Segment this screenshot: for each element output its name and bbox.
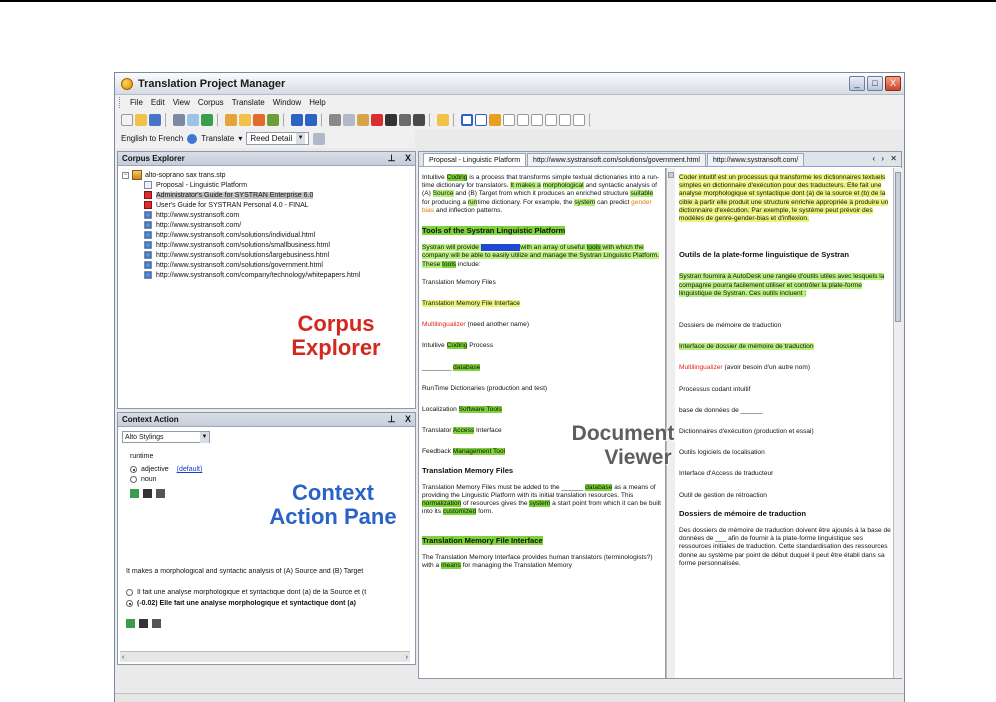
cut-icon[interactable] xyxy=(329,114,341,126)
tree-item[interactable] xyxy=(122,240,411,250)
chevron-down-icon: ▼ xyxy=(200,432,209,443)
pdf-icon xyxy=(144,201,152,209)
menu-help[interactable]: Help xyxy=(309,98,326,107)
web-page-icon xyxy=(144,271,152,279)
translation-choice-label: (-0.02) Elle fait une analyse morphologique et syntactique dont (a) xyxy=(137,600,356,607)
tree-item-label: User's Guide for SYSTRAN Personal 4.0 - FINAL xyxy=(156,201,309,209)
title-bar[interactable] xyxy=(115,73,904,95)
pdf-icon xyxy=(144,191,152,199)
tree-item[interactable] xyxy=(122,260,411,270)
web-page-icon xyxy=(144,211,152,219)
tree-item-label: http://www.systransoft.com xyxy=(156,211,240,219)
tree-item-label: http://www.systransoft.com/solutions/individual.html xyxy=(156,231,316,239)
fr-list-item: Outil de gestion de rétroaction xyxy=(679,491,767,499)
zoom-icon[interactable] xyxy=(152,619,161,628)
en-list-item: Feedback Management Tool xyxy=(422,448,506,456)
en-list-item: RunTime Dictionaries (production and test) xyxy=(422,384,548,392)
french-document[interactable] xyxy=(676,168,896,678)
document-viewer-pane xyxy=(418,151,902,679)
view-5-icon[interactable] xyxy=(559,114,571,126)
translation-choice-2[interactable] xyxy=(126,600,413,607)
tab-systransoft[interactable]: http://www.systransoft.com/ xyxy=(707,153,804,166)
language-pair[interactable]: English to French xyxy=(121,134,184,143)
tree-item[interactable] xyxy=(122,250,411,260)
menu-file[interactable]: File xyxy=(130,98,143,107)
corpus-explorer-pane xyxy=(117,151,416,409)
selected-word: runtime xyxy=(130,453,154,460)
en-list-item: Localization Software Tools xyxy=(422,406,502,414)
binoculars-icon[interactable] xyxy=(139,619,148,628)
toolbar-separator xyxy=(429,113,433,127)
status-bar xyxy=(115,693,904,702)
radio-adjective[interactable] xyxy=(130,466,411,473)
fr-list-item: Outils logiciels de localisation xyxy=(679,449,765,457)
context-action-title: Context Action xyxy=(122,415,179,424)
project-icon xyxy=(132,170,142,180)
fr-list-item: Dossiers de mémoire de traduction xyxy=(679,322,782,330)
en-list-item: Multilingualizer (need another name) xyxy=(422,321,530,329)
mode-select-value: Reed Detail xyxy=(250,134,293,143)
maximize-button[interactable]: □ xyxy=(867,76,883,91)
menu-edit[interactable]: Edit xyxy=(150,98,165,107)
corpus-tree xyxy=(118,166,415,284)
paste-icon[interactable] xyxy=(357,114,369,126)
collapse-icon[interactable]: − xyxy=(123,171,128,178)
save-icon[interactable] xyxy=(149,114,161,126)
style-select-value: Alto Stylings xyxy=(125,433,164,441)
open-folder-icon[interactable] xyxy=(135,114,147,126)
context-action-pane xyxy=(117,412,416,665)
fr-list-item: Multilingualizer (avoir besoin d'un autre nom) xyxy=(679,364,811,372)
tree-item-selected[interactable] xyxy=(122,190,411,200)
view-3-icon[interactable] xyxy=(531,114,543,126)
default-link[interactable]: (default) xyxy=(176,466,203,473)
pin-icon[interactable]: ⊥ xyxy=(387,153,396,163)
context-action-header xyxy=(118,413,415,427)
view-2-icon[interactable] xyxy=(517,114,529,126)
export-icon[interactable] xyxy=(253,114,265,126)
tree-item-label: Administrator's Guide for SYSTRAN Enterprise 6.0 xyxy=(156,191,314,199)
radio-label: noun xyxy=(141,476,157,483)
replace-icon[interactable] xyxy=(399,114,411,126)
tree-item-label: http://www.systransoft.com/company/technology/whitepapers.html xyxy=(156,271,361,279)
web-page-icon xyxy=(144,261,152,269)
en-paragraph-3: Translation Memory Files must be added to the ______ database as a means of providing the Linguistic Platform with its initial translation resources. This normalization of resources gives the system a start point from which it can be built into its customized form. xyxy=(422,483,661,516)
radio-dot[interactable] xyxy=(130,466,137,473)
tree-item[interactable] xyxy=(122,200,411,210)
en-list-item: ________ database xyxy=(422,363,481,371)
toolbar-separator xyxy=(589,113,593,127)
web-page-icon xyxy=(144,221,152,229)
en-heading-tools: Tools of the Systran Linguistic Platform xyxy=(422,226,566,236)
layout-split-icon[interactable] xyxy=(461,114,473,126)
pin-icon[interactable]: ⊥ xyxy=(387,414,396,424)
tree-item[interactable] xyxy=(122,270,411,280)
app-icon xyxy=(121,78,133,90)
menu-bar xyxy=(115,95,904,110)
close-tab-icon[interactable]: ✕ xyxy=(890,154,897,163)
radio-dot[interactable] xyxy=(130,476,137,483)
copy-icon[interactable] xyxy=(343,114,355,126)
callout-line: Corpus xyxy=(297,311,375,336)
radio-label: adjective xyxy=(141,466,169,473)
spellcheck-icon[interactable] xyxy=(201,114,213,126)
top-rule xyxy=(0,0,996,2)
tree-item[interactable] xyxy=(122,220,411,230)
en-list-item: Translator Access Interface xyxy=(422,427,502,435)
settings-icon[interactable] xyxy=(313,133,325,145)
en-heading-tm-files: Translation Memory Files xyxy=(422,465,514,475)
menu-translate[interactable]: Translate xyxy=(231,98,265,107)
en-list-item: Translation Memory File Interface xyxy=(422,300,520,308)
horizontal-scrollbar[interactable] xyxy=(120,651,410,662)
filter-icon[interactable] xyxy=(489,114,501,126)
translate-toolbar xyxy=(115,129,415,148)
close-button[interactable]: X xyxy=(885,76,901,91)
tree-item[interactable] xyxy=(122,210,411,220)
radio-dot[interactable] xyxy=(126,589,133,596)
en-list-item: Translation Memory Files xyxy=(422,278,496,286)
callout-line: Document xyxy=(571,422,675,445)
translate-icon xyxy=(187,134,197,144)
callout-line: Context xyxy=(292,480,374,505)
toolbar-separator xyxy=(165,113,169,127)
source-sentence: It makes a morphological and syntactic analysis of (A) Source and (B) Target xyxy=(126,568,364,575)
en-paragraph-4: The Translation Memory Interface provides human translators (terminologists?) with a means for managing the Translation Memory xyxy=(422,553,653,570)
fr-list-item: Interface de dossier de mémoire de traduction xyxy=(679,343,814,351)
corpus-explorer-title: Corpus Explorer xyxy=(122,154,185,163)
fr-paragraph-3: Des dossiers de mémoire de traduction doivent être ajoutés à la base de données de ___ afin de fournir à la plate-forme linguistique ses ressources initiales de traduction. Cette standardisation des ressources donne au système par point de début duquel il peut être établi dans sa forme personnalisée. xyxy=(679,527,891,567)
tree-root[interactable] xyxy=(122,170,411,180)
context-action-callout xyxy=(258,481,408,529)
document-tabs xyxy=(419,152,901,167)
tree-item-label: http://www.systransoft.com/ xyxy=(156,221,242,229)
tree-item-label: http://www.systransoft.com/solutions/government.html xyxy=(156,261,323,269)
fr-heading-tools: Outils de la plate-forme linguistique de Systran xyxy=(679,250,850,260)
zoom-icon[interactable] xyxy=(413,114,425,126)
en-paragraph-1: Intuitive Coding is a process that transforms simple textual dictionaries into a run-time dictionary for translators. It makes a morphological and syntactic analysis of (A) Source and (B) Target from which it produces an enriched structure suitable for producing a runtime dictionary. For example, the system can predict gender bias and inflection patterns. xyxy=(422,174,660,214)
radio-dot[interactable] xyxy=(126,600,133,607)
view-6-icon[interactable] xyxy=(573,114,585,126)
fr-paragraph-1: Coder intuitif est un processus qui transforme les dictionnaires textuels simples en dictionnaire d'exécution pour des traducteurs. Elle fait une analyse morphologique et syntactique dont (a) de la source et (b) de la cible à partir elle produit une structure enrichie appropriée à produire un dictionnaire d'exécution. Par exemple, le système peut prévoir des modèles de genre-gender-bias et d'inflexion. xyxy=(679,174,889,223)
toolbar-separator xyxy=(453,113,457,127)
tree-item-label: http://www.systransoft.com/solutions/largebusiness.html xyxy=(156,251,330,259)
document-viewer-callout xyxy=(553,422,693,470)
undo-icon[interactable] xyxy=(291,114,303,126)
chevron-down-icon: ▼ xyxy=(296,133,305,144)
mode-select[interactable] xyxy=(246,132,309,145)
toolbar-separator xyxy=(283,113,287,127)
preview-icon[interactable] xyxy=(187,114,199,126)
main-toolbar xyxy=(115,110,904,129)
tab-proposal[interactable]: Proposal - Linguistic Platform xyxy=(423,153,526,166)
callout-line: Explorer xyxy=(291,335,381,360)
pane-close-icon[interactable]: X xyxy=(404,153,411,163)
callout-line: Viewer xyxy=(604,446,672,469)
translation-choice-label: Il fait une analyse morphologique et syntactique dont (a) de la Source et (t xyxy=(137,589,367,596)
translation-choice-1[interactable] xyxy=(126,589,413,596)
toolbar-separator xyxy=(217,113,221,127)
minimize-button[interactable]: _ xyxy=(849,76,865,91)
find-icon[interactable] xyxy=(385,114,397,126)
en-list-item: Intuitive Coding Process xyxy=(422,342,494,350)
layout-tile-icon[interactable] xyxy=(475,114,487,126)
menu-view[interactable]: View xyxy=(172,98,190,107)
fr-paragraph-2: Systran fournira à AutoDesk une rangée d'outils utiles avec lesquels la compagnie pourra facilement utiliser et contrôler la plate-forme linguistique de Systran. Ces outils incluent : xyxy=(679,273,885,297)
french-scrollbar[interactable] xyxy=(893,168,902,678)
web-page-icon xyxy=(144,251,152,259)
folder-icon[interactable] xyxy=(239,114,251,126)
zoom-icon[interactable] xyxy=(156,489,165,498)
tree-icon[interactable] xyxy=(126,619,135,628)
app-window xyxy=(114,72,905,702)
import-icon[interactable] xyxy=(225,114,237,126)
pane-close-icon[interactable]: X xyxy=(404,414,411,424)
print-icon[interactable] xyxy=(173,114,185,126)
scroll-left-icon[interactable]: ‹ xyxy=(122,653,125,661)
redo-icon[interactable] xyxy=(305,114,317,126)
fr-list xyxy=(679,322,892,500)
fr-list-item: base de données de ______ xyxy=(679,406,763,414)
menu-grip xyxy=(119,97,122,108)
style-select[interactable] xyxy=(122,431,210,443)
scroll-up-icon[interactable] xyxy=(668,172,674,178)
binoculars-icon[interactable] xyxy=(143,489,152,498)
document-icon xyxy=(144,181,152,189)
scroll-right-icon[interactable]: › xyxy=(405,653,408,661)
refresh-icon[interactable] xyxy=(267,114,279,126)
french-scroll-thumb[interactable] xyxy=(895,172,901,322)
corpus-explorer-header xyxy=(118,152,415,166)
lock-icon[interactable] xyxy=(437,114,449,126)
tab-government[interactable]: http://www.systransoft.com/solutions/government.html xyxy=(527,153,706,166)
new-document-icon[interactable] xyxy=(121,114,133,126)
tree-item[interactable] xyxy=(122,180,411,190)
tab-scroll-right-icon[interactable]: › xyxy=(881,154,885,163)
tab-scroll-left-icon[interactable]: ‹ xyxy=(872,154,876,163)
tree-icon[interactable] xyxy=(130,489,139,498)
toolbar-separator xyxy=(321,113,325,127)
tree-item[interactable] xyxy=(122,230,411,240)
fr-list-item: Dictionnaires d'exécution (production et essai) xyxy=(679,428,814,436)
corpus-explorer-callout xyxy=(276,312,396,360)
view-1-icon[interactable] xyxy=(503,114,515,126)
menu-corpus[interactable]: Corpus xyxy=(197,98,224,107)
tree-root-label: alto-soprano sax trans.stp xyxy=(145,171,226,179)
tree-item-label: Proposal - Linguistic Platform xyxy=(156,181,248,189)
en-heading-tm-interface: Translation Memory File Interface xyxy=(422,535,543,545)
view-4-icon[interactable] xyxy=(545,114,557,126)
callout-line: Action Pane xyxy=(269,504,397,529)
web-page-icon xyxy=(144,231,152,239)
web-page-icon xyxy=(144,241,152,249)
en-paragraph-2: Systran will provide XXXXXXXXXwith an array of useful tools with which the company will be able to easily utilize and manage the Systran Linguistic Platform. These tools include: xyxy=(422,244,660,268)
window-title: Translation Project Manager xyxy=(138,77,286,90)
translate-dropdown-arrow[interactable]: ▾ xyxy=(238,134,243,143)
fr-list-item: Interface d'Access de traducteur xyxy=(679,470,774,478)
menu-window[interactable]: Window xyxy=(272,98,302,107)
translate-button[interactable]: Translate xyxy=(201,134,235,143)
tree-item-label: http://www.systransoft.com/solutions/smallbusiness.html xyxy=(156,241,330,249)
fr-heading-tm-files: Dossiers de mémoire de traduction xyxy=(679,508,807,518)
fr-list-item: Processus codant intuitif xyxy=(679,385,751,393)
delete-icon[interactable] xyxy=(371,114,383,126)
sentence-action-icons xyxy=(126,619,161,628)
